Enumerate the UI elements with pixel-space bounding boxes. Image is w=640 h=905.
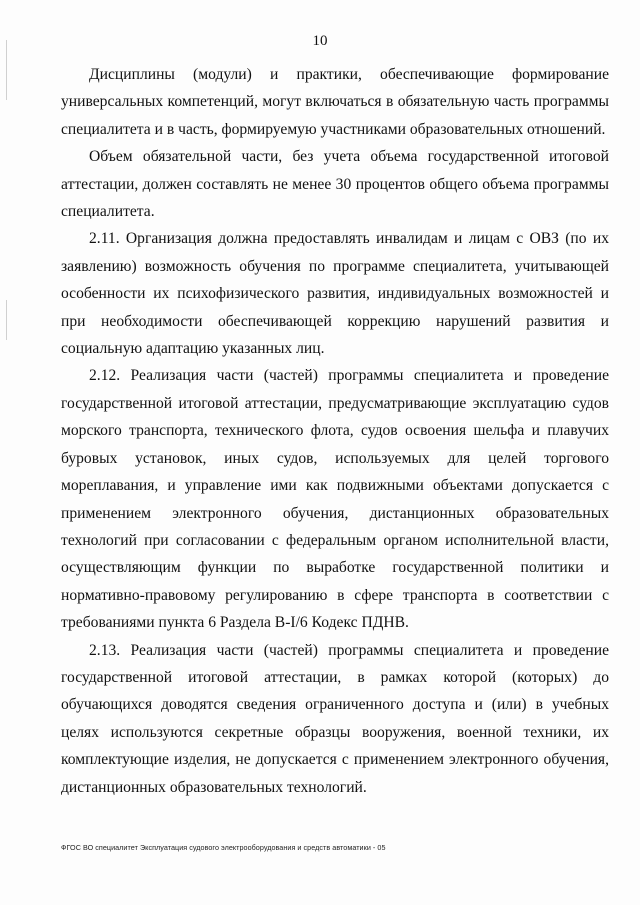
document-body [61, 61, 609, 801]
paragraph-2-12: 2.12. Реализация части (частей) программы специалитета и проведение государственной итоговой аттестации, предусматривающие эксплуатацию судов морского транспорта, технического флота, судов освоения шельфа и плавучих буровых установок, иных судов, используемых для целей торгового мореплавания, и управление ими как подвижными объектами допускается с применением электронного обучения, дистанционных образовательных технологий при согласовании с федеральным органом исполнительной власти, осуществляющим функции по выработке государственной политики и нормативно-правовому регулированию в сфере транспорта в соответствии с требованиями пункта 6 Раздела В-I/6 Кодекс ПДНВ. [61, 367, 609, 632]
paragraph-mandatory-part-volume: Объем обязательной части, без учета объема государственной итоговой аттестации, должен составлять не менее 30 процентов общего объема программы специалитета. [61, 148, 609, 221]
paragraph-2-11: 2.11. Организация должна предоставлять инвалидам и лицам с ОВЗ (по их заявлению) возможность обучения по программе специалитета, учитывающей особенности их психофизического развития, индивидуальных возможностей и при необходимости обеспечивающей коррекцию нарушений развития и социальную адаптацию указанных лиц. [61, 230, 609, 358]
scan-edge-mark [6, 300, 7, 340]
paragraph-2-13: 2.13. Реализация части (частей) программы специалитета и проведение государственной итоговой аттестации, в рамках которой (которых) до обучающихся доводятся сведения ограниченного доступа и (или) в учебных целях используются секретные образцы вооружения, военной техники, их комплектующие изделия, не допускается с применением электронного обучения, дистанционных образовательных технологий. [61, 641, 609, 796]
page-number: 10 [312, 33, 328, 49]
paragraph-disciplines: Дисциплины (модули) и практики, обеспечивающие формирование универсальных компетенций, могут включаться в обязательную часть программы специалитета и в часть, формируемую участниками образовательных отношений. [61, 66, 609, 138]
page-footer: ФГОС ВО специалитет Эксплуатация судового электрооборудования и средств автоматики - 05 [61, 843, 386, 852]
